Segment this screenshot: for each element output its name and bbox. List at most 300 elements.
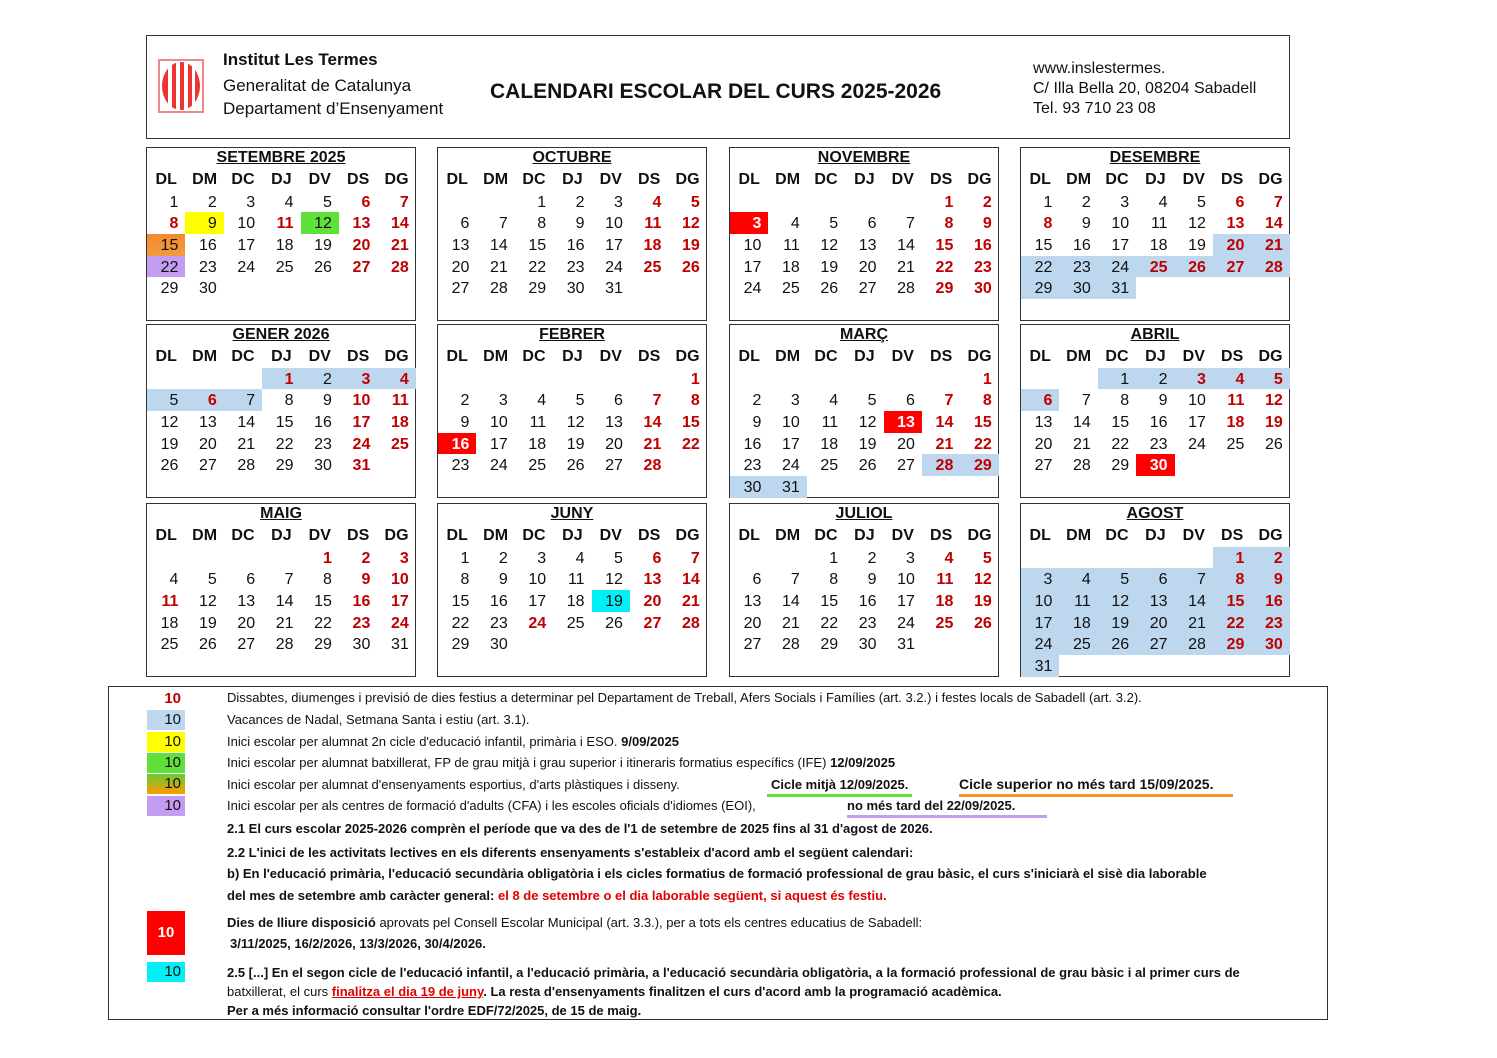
day-cell: 26 — [160, 457, 179, 475]
day-cell: 9 — [185, 212, 223, 234]
day-cell: 5 — [867, 392, 877, 410]
day-cell: 7 — [652, 392, 662, 410]
day-cell: 8 — [323, 571, 332, 589]
empty-cell — [185, 547, 223, 569]
day-cell: 11 — [936, 571, 954, 589]
text: aprovats pel Consell Escolar Municipal (art. 3.3.), per a tots els centres educatius de Sabadell: — [375, 915, 923, 930]
day-cell: 20 — [237, 614, 256, 632]
day-cell: 16 — [1149, 414, 1168, 432]
day-cell: 19 — [1264, 414, 1283, 432]
day-cell: 26 — [1175, 256, 1213, 278]
day-cell: 24 — [489, 457, 508, 475]
month-grid — [147, 169, 416, 299]
day-cell: 7 — [1175, 568, 1213, 590]
day-cell: 8 — [460, 571, 470, 589]
day-cell: 22 — [1021, 256, 1059, 278]
article-2-5b — [227, 984, 1002, 999]
legend-swatch-holiday: 10 — [164, 690, 181, 707]
day-cell: 24 — [1188, 435, 1206, 453]
weekday-header: DG — [967, 348, 992, 365]
empty-cell — [476, 191, 514, 213]
page-title: CALENDARI ESCOLAR DEL CURS 2025-2026 — [490, 80, 942, 103]
day-cell: 8 — [829, 571, 839, 589]
month-6 — [729, 324, 999, 498]
day-cell: 1 — [1213, 547, 1251, 569]
month-title: AGOST — [1126, 505, 1184, 522]
day-cell: 4 — [944, 549, 954, 567]
day-cell: 31 — [1098, 277, 1136, 299]
day-cell: 6 — [1021, 389, 1059, 411]
day-cell: 25 — [1136, 256, 1174, 278]
day-cell: 6 — [1235, 193, 1245, 211]
day-cell: 27 — [1034, 457, 1053, 475]
day-cell: 4 — [537, 392, 547, 410]
weekday-header: DG — [1258, 527, 1283, 544]
weekday-header: DC — [1105, 527, 1129, 544]
day-cell: 21 — [781, 614, 800, 632]
day-cell: 26 — [681, 258, 700, 276]
day-cell: 26 — [820, 280, 839, 298]
day-cell: 7 — [944, 392, 954, 410]
month-title: OCTUBRE — [532, 149, 612, 166]
day-cell: 1 — [690, 370, 700, 388]
weekday-header: DV — [891, 171, 914, 188]
day-cell: 15 — [1111, 414, 1130, 432]
weekday-header: DJ — [854, 171, 875, 188]
day-cell: 14 — [1072, 414, 1091, 432]
day-cell: 3 — [790, 392, 800, 410]
day-cell: 30 — [198, 280, 217, 298]
day-cell: 31 — [897, 636, 915, 654]
weekday-header: DM — [1066, 348, 1092, 365]
cicle-superior-note: Cicle superior no més tard 15/09/2025. — [959, 776, 1233, 797]
day-cell: 22 — [935, 258, 954, 276]
day-cell: 10 — [237, 215, 256, 233]
empty-cell — [884, 191, 922, 213]
day-cell: 16 — [743, 435, 762, 453]
weekday-header: DC — [1105, 171, 1129, 188]
day-cell: 3 — [906, 549, 915, 567]
empty-cell — [922, 368, 960, 390]
day-cell: 24 — [352, 435, 371, 453]
weekday-header: DS — [1221, 348, 1244, 365]
day-cell: 6 — [246, 571, 256, 589]
day-cell: 16 — [973, 237, 992, 255]
day-cell: 10 — [489, 414, 508, 432]
day-cell: 11 — [1227, 392, 1245, 410]
day-cell: 19 — [858, 435, 877, 453]
day-cell: 17 — [1021, 612, 1059, 634]
weekday-header: DJ — [271, 171, 292, 188]
weekday-header: DV — [891, 527, 914, 544]
day-cell: 20 — [198, 435, 217, 453]
weekday-header: DV — [308, 527, 331, 544]
weekday-header: DM — [192, 348, 218, 365]
weekday-header: DJ — [562, 527, 583, 544]
day-cell: 8 — [690, 392, 700, 410]
day-cell: 10 — [781, 414, 800, 432]
legend-swatch-end-course: 10 — [147, 962, 185, 982]
day-cell: 25 — [1226, 435, 1245, 453]
month-9 — [437, 503, 707, 677]
day-cell: 24 — [1021, 633, 1059, 655]
weekday-header: DJ — [1145, 171, 1166, 188]
day-cell: 2 — [982, 193, 992, 211]
day-cell: 16 — [352, 593, 371, 611]
empty-cell — [730, 191, 768, 213]
weekday-header: DC — [231, 348, 255, 365]
day-cell: 27 — [198, 457, 217, 475]
day-cell: 19 — [681, 237, 700, 255]
empty-cell — [515, 368, 553, 390]
day-cell: 8 — [944, 215, 954, 233]
day-cell: 2 — [1081, 193, 1091, 211]
day-cell: 23 — [314, 435, 332, 453]
department-label: Departament d’Ensenyament — [223, 99, 444, 118]
adults-deadline-note: no més tard del 22/09/2025. — [847, 798, 1047, 818]
day-cell: 9 — [460, 414, 470, 432]
day-cell: 17 — [781, 435, 800, 453]
day-cell: 18 — [160, 614, 179, 632]
day-cell: 6 — [185, 389, 223, 411]
month-title: GENER 2026 — [232, 326, 330, 343]
day-cell: 23 — [566, 258, 585, 276]
day-cell: 21 — [1072, 435, 1091, 453]
day-cell: 19 — [566, 435, 585, 453]
day-cell: 15 — [1213, 590, 1251, 612]
day-cell: 30 — [730, 476, 768, 498]
day-cell: 20 — [1136, 612, 1174, 634]
day-cell: 13 — [643, 571, 662, 589]
day-cell: 27 — [743, 636, 762, 654]
empty-cell — [768, 191, 806, 213]
day-cell: 20 — [605, 435, 623, 453]
weekday-header: DG — [384, 348, 409, 365]
day-cell: 2 — [1251, 547, 1289, 569]
weekday-header: DM — [1066, 527, 1092, 544]
day-cell: 20 — [858, 258, 877, 276]
empty-cell — [438, 191, 476, 213]
legend-swatch-start-batx: 10 — [147, 753, 185, 773]
day-cell: 24 — [237, 258, 256, 276]
day-cell: 18 — [566, 593, 585, 611]
month-title: JULIOL — [835, 505, 893, 522]
date: 12/09/2025 — [830, 755, 896, 770]
day-cell: 31 — [352, 457, 371, 475]
day-cell: 29 — [960, 454, 998, 476]
day-cell: 4 — [1158, 193, 1168, 211]
day-cell: 28 — [922, 454, 960, 476]
weekday-header: DV — [308, 171, 331, 188]
weekday-header: DJ — [854, 348, 875, 365]
day-cell: 19 — [820, 258, 839, 276]
day-cell: 8 — [982, 392, 992, 410]
end-date-highlight: finalitza el dia 19 de juny — [331, 984, 484, 999]
day-cell: 21 — [897, 258, 915, 276]
weekday-header: DM — [775, 171, 801, 188]
day-cell: 5 — [982, 549, 992, 567]
more-info: Per a més informació consultar l'ordre EDF/72/2025, de 15 de maig. — [227, 1003, 642, 1018]
day-cell: 25 — [566, 614, 585, 632]
day-cell: 28 — [1072, 457, 1091, 475]
day-cell: 10 — [1021, 590, 1059, 612]
day-cell: 27 — [897, 457, 915, 475]
weekday-header: DM — [483, 171, 509, 188]
weekday-header: DL — [155, 171, 177, 188]
weekday-header: DL — [155, 348, 177, 365]
day-cell: 11 — [1059, 590, 1097, 612]
legend-holiday-text: Dissabtes, diumenges i previsió de dies festius a determinar pel Departament de Treball, Afers Socials i Famílies (art. 3.2.) i festes locals de Sabadell (art. 3.2). — [227, 690, 1142, 705]
day-cell: 23 — [1251, 612, 1289, 634]
day-cell: 13 — [198, 414, 217, 432]
day-cell: 1 — [1043, 193, 1053, 211]
day-cell: 21 — [275, 614, 294, 632]
day-cell: 14 — [275, 593, 294, 611]
day-cell: 29 — [275, 457, 294, 475]
weekday-header: DC — [522, 527, 546, 544]
day-cell: 5 — [323, 193, 332, 211]
day-cell: 30 — [1059, 277, 1097, 299]
day-cell: 17 — [390, 593, 409, 611]
day-cell: 7 — [498, 215, 508, 233]
day-cell: 17 — [352, 414, 371, 432]
day-cell: 19 — [314, 237, 332, 255]
month-11 — [1020, 503, 1290, 677]
day-cell: 22 — [314, 614, 332, 632]
day-cell: 8 — [1213, 568, 1251, 590]
day-cell: 6 — [1136, 568, 1174, 590]
day-cell: 27 — [643, 614, 662, 632]
day-cell: 16 — [198, 237, 217, 255]
day-cell: 29 — [160, 280, 179, 298]
day-cell: 26 — [314, 258, 332, 276]
day-cell: 2 — [1136, 368, 1174, 390]
day-cell: 27 — [1136, 633, 1174, 655]
day-cell: 5 — [1098, 568, 1136, 590]
day-cell: 25 — [275, 258, 294, 276]
day-cell: 2 — [498, 549, 508, 567]
weekday-header: DS — [930, 171, 953, 188]
day-cell: 28 — [781, 636, 800, 654]
day-cell: 28 — [237, 457, 256, 475]
day-cell: 22 — [973, 435, 992, 453]
day-cell: 2 — [460, 392, 470, 410]
weekday-header: DJ — [271, 348, 292, 365]
day-cell: 23 — [451, 457, 470, 475]
day-cell: 23 — [973, 258, 992, 276]
weekday-header: DM — [775, 348, 801, 365]
day-cell: 10 — [743, 237, 762, 255]
weekday-header: DV — [599, 348, 622, 365]
day-cell: 15 — [820, 593, 839, 611]
weekday-header: DM — [1066, 171, 1092, 188]
legend-vacation-text: Vacances de Nadal, Setmana Santa i estiu (art. 3.1). — [227, 712, 530, 727]
day-cell: 13 — [884, 411, 922, 433]
day-cell: 23 — [858, 614, 877, 632]
weekday-header: DV — [1182, 348, 1205, 365]
day-cell: 25 — [1059, 633, 1097, 655]
day-cell: 16 — [1072, 237, 1091, 255]
day-cell: 22 — [820, 614, 839, 632]
article-2-2: 2.2 L'inici de les activitats lectives en els diferents ensenyaments s'estableix d'acord amb el següent calendari: — [227, 845, 914, 860]
day-cell: 31 — [768, 476, 806, 498]
day-cell: 2 — [361, 549, 371, 567]
day-cell: 29 — [935, 280, 954, 298]
day-cell: 25 — [160, 636, 179, 654]
weekday-header: DL — [738, 527, 760, 544]
day-cell: 21 — [237, 435, 256, 453]
day-cell: 13 — [1034, 414, 1053, 432]
day-cell: 27 — [1213, 256, 1251, 278]
legend-swatch-start-adults: 10 — [147, 796, 185, 816]
day-cell: 23 — [1059, 256, 1097, 278]
day-cell: 19 — [592, 590, 630, 612]
day-cell: 2 — [207, 193, 217, 211]
day-cell: 3 — [537, 549, 547, 567]
weekday-header: DL — [446, 527, 468, 544]
day-cell: 17 — [1111, 237, 1130, 255]
day-cell: 7 — [399, 193, 409, 211]
day-cell: 21 — [390, 237, 409, 255]
day-cell: 29 — [451, 636, 470, 654]
month-8 — [146, 503, 416, 677]
weekday-header: DG — [675, 348, 700, 365]
day-cell: 19 — [160, 435, 179, 453]
day-cell: 12 — [858, 414, 877, 432]
day-cell: 8 — [1043, 215, 1053, 233]
legend-start-adults-text: Inici escolar per als centres de formació d'adults (CFA) i les escoles oficials d'idiomes (EOI), — [227, 798, 756, 813]
day-cell: 5 — [147, 389, 185, 411]
text: . La resta d'ensenyaments finalitzen el curs d'acord amb la programació acadèmica. — [483, 984, 1002, 999]
day-cell: 28 — [390, 258, 409, 276]
day-cell: 16 — [438, 433, 476, 455]
day-cell: 23 — [352, 614, 371, 632]
day-cell: 17 — [605, 237, 623, 255]
day-cell: 13 — [605, 414, 623, 432]
day-cell: 20 — [451, 258, 470, 276]
empty-cell — [845, 191, 883, 213]
day-cell: 21 — [1175, 612, 1213, 634]
weekday-header: DC — [231, 527, 255, 544]
day-cell: 10 — [528, 571, 547, 589]
day-cell: 30 — [1251, 633, 1289, 655]
day-cell: 8 — [169, 215, 179, 233]
text: del mes de setembre amb caràcter general: — [227, 888, 495, 903]
weekday-header: DC — [814, 171, 838, 188]
day-cell: 29 — [1213, 633, 1251, 655]
day-cell: 18 — [820, 435, 839, 453]
free-days-text — [227, 915, 922, 930]
day-cell: 26 — [858, 457, 877, 475]
day-cell: 10 — [605, 215, 623, 233]
empty-cell — [730, 368, 768, 390]
day-cell: 18 — [390, 414, 409, 432]
day-cell: 3 — [1120, 193, 1130, 211]
day-cell: 6 — [652, 549, 662, 567]
label: Dies de lliure disposició — [227, 915, 376, 930]
day-cell: 26 — [1264, 435, 1283, 453]
month-title: FEBRER — [539, 326, 605, 343]
day-cell: 28 — [275, 636, 294, 654]
empty-cell — [1021, 547, 1059, 569]
day-cell: 9 — [575, 215, 585, 233]
empty-cell — [730, 547, 768, 569]
weekday-header: DJ — [562, 171, 583, 188]
day-cell: 31 — [605, 280, 623, 298]
day-cell: 13 — [352, 215, 371, 233]
day-cell: 16 — [858, 593, 877, 611]
empty-cell — [438, 368, 476, 390]
day-cell: 5 — [614, 549, 623, 567]
day-cell: 2 — [752, 392, 762, 410]
empty-cell — [147, 547, 185, 569]
day-cell: 22 — [1111, 435, 1130, 453]
day-cell: 20 — [1034, 435, 1053, 453]
day-cell: 7 — [906, 215, 915, 233]
institute-name: Institut Les Termes — [223, 50, 378, 69]
empty-cell — [884, 368, 922, 390]
day-cell: 22 — [1213, 612, 1251, 634]
month-0 — [146, 147, 416, 321]
day-cell: 7 — [790, 571, 800, 589]
weekday-header: DJ — [1145, 348, 1166, 365]
day-cell: 11 — [276, 215, 294, 233]
day-cell: 25 — [935, 614, 954, 632]
weekday-header: DS — [347, 171, 370, 188]
day-cell: 5 — [575, 392, 585, 410]
day-cell: 25 — [643, 258, 662, 276]
day-cell: 10 — [1188, 392, 1206, 410]
legend-start-primary-text — [227, 734, 679, 749]
day-cell: 7 — [1273, 193, 1283, 211]
day-cell: 14 — [489, 237, 508, 255]
day-cell: 3 — [730, 212, 768, 234]
empty-cell — [553, 368, 591, 390]
day-cell: 19 — [1188, 237, 1206, 255]
month-grid — [438, 169, 707, 299]
article-2-5: 2.5 [...] En el segon cicle de l'educació infantil, a l'educació primària, a l'educació secundària obligatòria, a la formació professional de grau bàsic i al primer curs de — [227, 965, 1240, 980]
empty-cell — [768, 368, 806, 390]
weekday-header: DM — [483, 527, 509, 544]
day-cell: 4 — [575, 549, 585, 567]
weekday-header: DV — [599, 171, 622, 188]
day-cell: 5 — [690, 193, 700, 211]
month-4 — [146, 324, 416, 498]
day-cell: 26 — [605, 614, 623, 632]
article-2-2b: b) En l'educació primària, l'educació secundària obligatòria i els cicles formatius de formació professional de grau bàsic, el curs s'iniciarà el sisè dia laborable — [227, 866, 1207, 881]
day-cell: 28 — [489, 280, 508, 298]
month-grid — [730, 169, 999, 299]
empty-cell — [1059, 368, 1097, 390]
day-cell: 15 — [1034, 237, 1053, 255]
day-cell: 7 — [1081, 392, 1091, 410]
day-cell: 15 — [935, 237, 954, 255]
month-grid — [1021, 525, 1290, 677]
day-cell: 9 — [1251, 568, 1289, 590]
legend-swatch-start-arts: 10 — [147, 774, 185, 794]
day-cell: 12 — [566, 414, 585, 432]
day-cell: 14 — [390, 215, 409, 233]
day-cell: 28 — [897, 280, 915, 298]
day-cell: 24 — [781, 457, 800, 475]
day-cell: 13 — [237, 593, 256, 611]
day-cell: 14 — [781, 593, 800, 611]
day-cell: 15 — [147, 234, 185, 256]
day-cell: 26 — [1098, 633, 1136, 655]
day-cell: 26 — [973, 614, 992, 632]
weekday-header: DG — [967, 171, 992, 188]
day-cell: 9 — [1158, 392, 1168, 410]
